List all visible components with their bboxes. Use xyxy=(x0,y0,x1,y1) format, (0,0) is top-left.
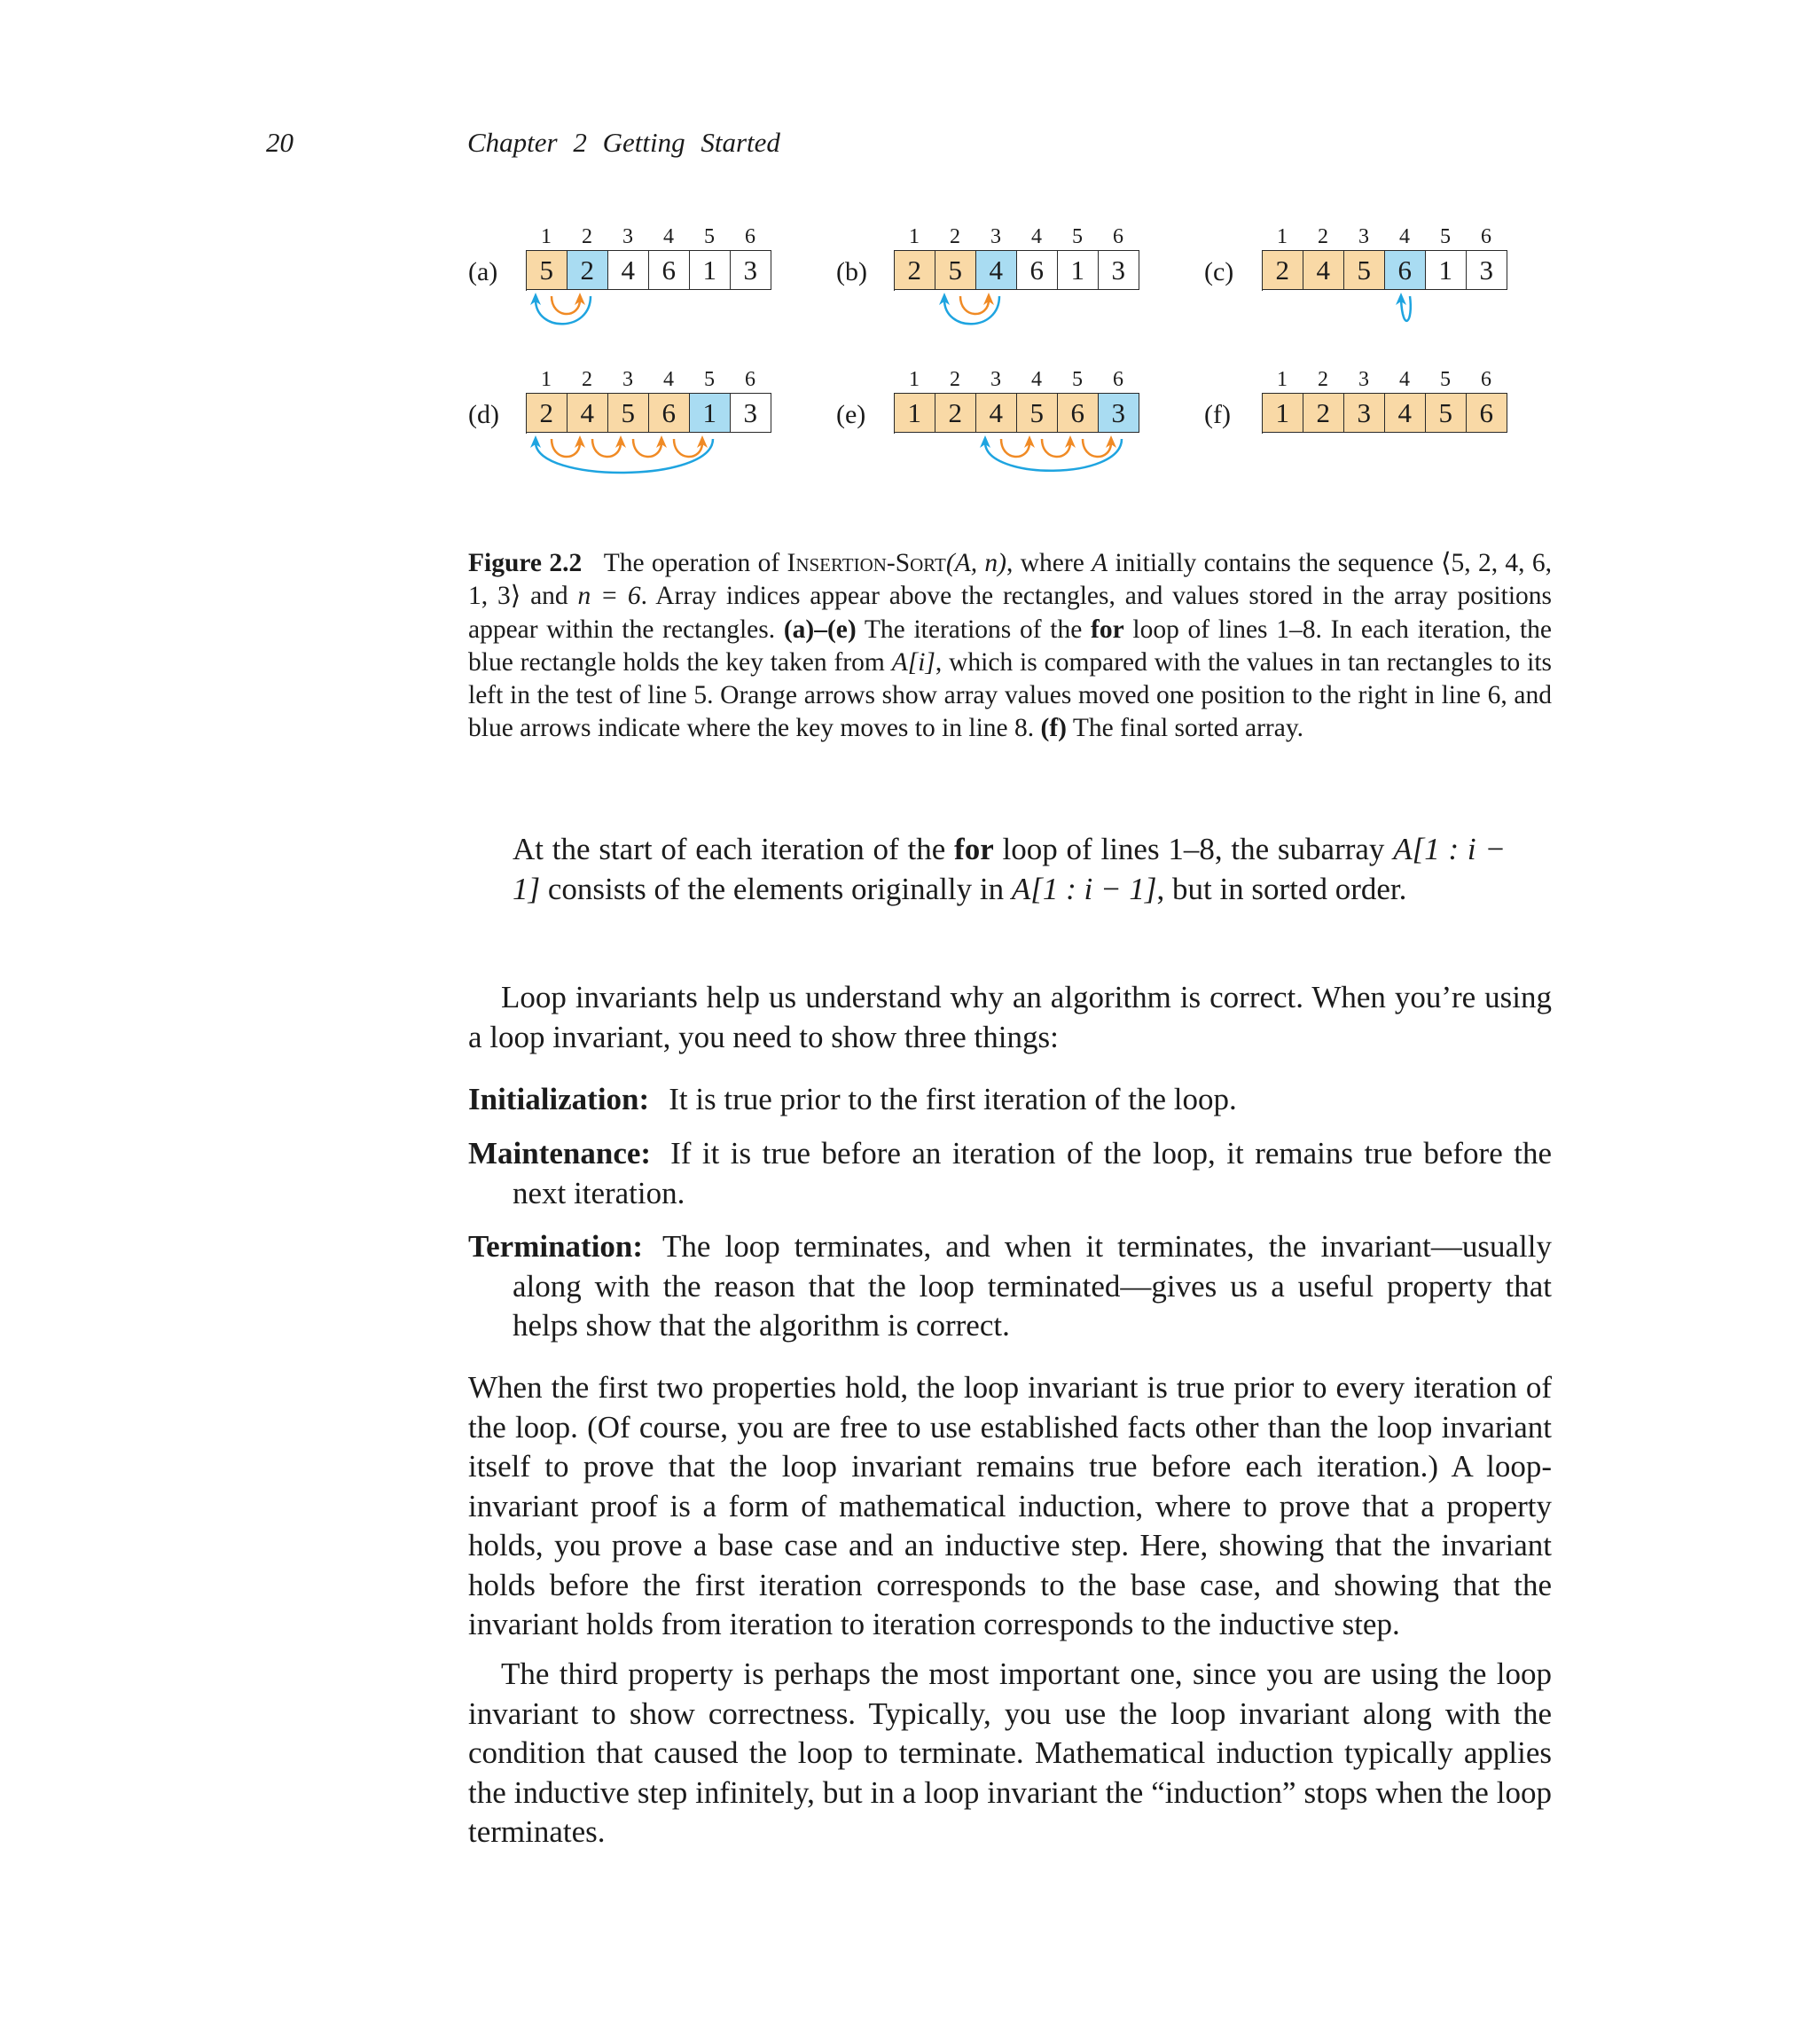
panel-e xyxy=(836,364,1155,506)
caption-text-4: and xyxy=(530,582,568,611)
invariant-subarray-1: A[1 : i − 1] xyxy=(513,832,1507,906)
caption-a-i: A[i] xyxy=(891,647,935,677)
array-index: 1 xyxy=(541,368,552,391)
panel-d xyxy=(468,364,787,506)
caption-text-1: The operation of xyxy=(603,549,780,577)
array-cell: 2 xyxy=(527,393,568,433)
caption-for-keyword: for xyxy=(1091,615,1124,644)
array-cell: 3 xyxy=(1344,393,1385,433)
definition-termination xyxy=(468,1227,1552,1346)
paragraph-third-property: The third property is perhaps the most important one, since you are using the loop invariant to show correctness. Typically, you use the loop invariant along with the condition that caused the loop to terminate. Mathematical induction typically applies the inductive step infinitely, but in a loop invariant the “induction” stops when the loop terminates. xyxy=(468,1656,1552,1849)
definition-initialization xyxy=(468,1080,1552,1120)
array-index: 6 xyxy=(1481,225,1491,248)
array-cell: 5 xyxy=(1426,393,1467,433)
array-index: 1 xyxy=(1277,225,1288,248)
orange-shift-arrow xyxy=(592,439,621,457)
array-cell: 3 xyxy=(1099,393,1139,433)
invariant-text-3: consists of the elements originally in xyxy=(547,871,1005,906)
array-cell: 1 xyxy=(690,393,731,433)
invariant-text-4: , but in sorted order. xyxy=(1156,871,1407,906)
orange-shift-arrow xyxy=(552,439,580,457)
caption-text-9: The final sorted array. xyxy=(1072,714,1304,743)
array-index: 1 xyxy=(909,225,920,248)
array-index: 6 xyxy=(1113,225,1123,248)
caption-n-equals: n = 6 xyxy=(577,582,641,611)
array-cell: 2 xyxy=(1303,393,1344,433)
array-index: 6 xyxy=(1481,368,1491,391)
definition-term: Initialization: xyxy=(468,1082,650,1116)
caption-f-label: (f) xyxy=(1040,714,1068,743)
array-cell: 2 xyxy=(895,250,935,290)
array-cell: 1 xyxy=(1263,393,1303,433)
panel-label: (c) xyxy=(1204,257,1234,286)
array-cell: 6 xyxy=(1017,250,1058,290)
panel-label: (a) xyxy=(468,257,498,286)
loop-invariant-statement xyxy=(513,830,1506,909)
page-number: 20 xyxy=(266,127,294,158)
array-cell: 5 xyxy=(1017,393,1058,433)
caption-text-5: . Array indices appear above the rectangles, and values stored in the array positions appear within the rectangles. xyxy=(468,582,1553,644)
definition-term: Termination: xyxy=(468,1229,644,1264)
array-cell: 4 xyxy=(976,250,1017,290)
array-cells xyxy=(526,250,771,291)
array-index: 1 xyxy=(909,368,920,391)
array-cell: 3 xyxy=(731,250,771,290)
array-index: 5 xyxy=(1072,225,1083,248)
caption-text-8: , which is compared with the values in tan rectangles to its left in the test of line 5. Orange arrows show array values moved one position to the right in line 6, and blue arrows indicate where the key moves to in line 8. xyxy=(468,647,1552,743)
array-cell: 4 xyxy=(608,250,649,290)
caption-algorithm-name: Insertion-Sort xyxy=(787,549,946,577)
caption-text-7: loop of lines 1–8. In each iteration, the blue rectangle holds the key taken from xyxy=(468,615,1553,677)
panel-label: (d) xyxy=(468,400,499,429)
array-index: 3 xyxy=(990,225,1001,248)
array-cell: 5 xyxy=(1344,250,1385,290)
panel-a xyxy=(468,222,787,364)
array-index: 1 xyxy=(541,225,552,248)
orange-shift-arrow xyxy=(552,296,580,314)
panel-f xyxy=(1204,364,1523,506)
array-index: 4 xyxy=(1031,368,1042,391)
array-index: 4 xyxy=(663,368,674,391)
caption-ae-label: (a)–(e) xyxy=(783,615,857,644)
caption-text-3: initially contains the sequence xyxy=(1115,549,1434,577)
array-index: 1 xyxy=(1277,368,1288,391)
caption-var-a: A xyxy=(1092,549,1108,577)
array-cell: 1 xyxy=(1058,250,1099,290)
caption-sequence: ⟨5, 2, 4, 6, 1, 3⟩ xyxy=(468,549,1553,611)
invariant-for-keyword: for xyxy=(954,832,994,866)
array-cell: 2 xyxy=(935,393,976,433)
array-index: 6 xyxy=(745,225,755,248)
caption-text-6: The iterations of the xyxy=(864,615,1083,644)
blue-key-arrow xyxy=(985,439,1122,471)
array-index: 3 xyxy=(990,368,1001,391)
array-index: 3 xyxy=(622,368,633,391)
array-index: 2 xyxy=(582,225,592,248)
array-cell: 5 xyxy=(935,250,976,290)
array-index: 4 xyxy=(1399,225,1410,248)
array-cell: 2 xyxy=(568,250,608,290)
figure-2-2 xyxy=(0,0,1816,497)
caption-args: (A, n) xyxy=(945,549,1007,577)
array-cell: 4 xyxy=(568,393,608,433)
array-cell: 6 xyxy=(649,393,690,433)
array-cells xyxy=(894,393,1139,434)
figure-caption xyxy=(468,547,1552,746)
panel-label: (f) xyxy=(1204,400,1231,429)
array-index: 3 xyxy=(1358,225,1369,248)
definition-text: It is true prior to the first iteration of the loop. xyxy=(669,1082,1237,1116)
move-arrows xyxy=(526,435,792,506)
paragraph-intro: Loop invariants help us understand why an algorithm is correct. When you’re using a loop invariant, you need to show three things: xyxy=(468,980,1552,1054)
array-index: 2 xyxy=(950,225,960,248)
array-index: 6 xyxy=(745,368,755,391)
array-cell: 5 xyxy=(608,393,649,433)
array-index: 2 xyxy=(1318,368,1328,391)
array-cell: 3 xyxy=(731,393,771,433)
running-header: Chapter 2 Getting Started xyxy=(467,127,780,158)
panel-b xyxy=(836,222,1155,364)
orange-shift-arrow xyxy=(633,439,661,457)
panel-label: (b) xyxy=(836,257,867,286)
array-cell: 4 xyxy=(1385,393,1426,433)
array-index: 3 xyxy=(622,225,633,248)
array-index: 2 xyxy=(950,368,960,391)
array-index: 2 xyxy=(582,368,592,391)
array-cell: 6 xyxy=(649,250,690,290)
move-arrows xyxy=(894,435,1160,506)
array-cell: 1 xyxy=(1426,250,1467,290)
array-cells xyxy=(894,250,1139,291)
invariant-text-1: At the start of each iteration of the xyxy=(513,832,946,866)
array-cell: 1 xyxy=(690,250,731,290)
array-cell: 4 xyxy=(976,393,1017,433)
array-index: 4 xyxy=(663,225,674,248)
definition-text: The loop terminates, and when it terminates, the invariant—usually along with the reason that the loop terminated—gives us a useful property that helps show that the algorithm is correct. xyxy=(513,1229,1552,1343)
orange-shift-arrow xyxy=(1001,439,1029,457)
caption-text-2: , where xyxy=(1006,549,1084,577)
array-cell: 5 xyxy=(527,250,568,290)
orange-shift-arrow xyxy=(960,296,989,314)
invariant-subarray-2: A[1 : i − 1] xyxy=(1011,871,1157,906)
array-index: 5 xyxy=(1440,225,1451,248)
array-cells xyxy=(526,393,771,434)
definition-text: If it is true before an iteration of the loop, it remains true before the next iteration. xyxy=(513,1136,1552,1210)
array-cell: 4 xyxy=(1303,250,1344,290)
invariant-text-2: loop of lines 1–8, the subarray xyxy=(1002,832,1385,866)
panel-label: (e) xyxy=(836,400,866,429)
array-cell: 1 xyxy=(895,393,935,433)
array-index: 5 xyxy=(704,368,715,391)
array-cells xyxy=(1262,393,1507,434)
panel-c xyxy=(1204,222,1523,364)
definition-term: Maintenance: xyxy=(468,1136,652,1171)
array-index: 4 xyxy=(1031,225,1042,248)
move-arrows xyxy=(526,293,792,364)
array-cell: 6 xyxy=(1385,250,1426,290)
definition-maintenance xyxy=(468,1134,1552,1213)
orange-shift-arrow xyxy=(1042,439,1070,457)
array-index: 5 xyxy=(1440,368,1451,391)
array-cells xyxy=(1262,250,1507,291)
array-cell: 3 xyxy=(1467,250,1507,290)
array-cell: 6 xyxy=(1058,393,1099,433)
orange-shift-arrow xyxy=(1083,439,1111,457)
move-arrows xyxy=(894,293,1160,364)
caption-label: Figure 2.2 xyxy=(468,549,583,577)
array-index: 4 xyxy=(1399,368,1410,391)
array-index: 5 xyxy=(1072,368,1083,391)
array-cell: 3 xyxy=(1099,250,1139,290)
array-cell: 6 xyxy=(1467,393,1507,433)
orange-shift-arrow xyxy=(674,439,702,457)
array-cell: 2 xyxy=(1263,250,1303,290)
move-arrows xyxy=(1262,293,1528,364)
array-index: 2 xyxy=(1318,225,1328,248)
array-index: 5 xyxy=(704,225,715,248)
paragraph-properties: When the first two properties hold, the loop invariant is true prior to every iteration of the loop. (Of course, you are free to use established facts other than the loop invariant itself to prove that the loop invariant remains true before each iteration.) A loop-invariant proof is a form of mathematical induction, where to prove that a property holds, you prove a base case and an inductive step. Here, showing that the invariant holds before the first iteration corresponds to the base case, and showing that the invariant holds from iteration to iteration corresponds to the inductive step. xyxy=(468,1370,1552,1641)
array-index: 3 xyxy=(1358,368,1369,391)
array-index: 6 xyxy=(1113,368,1123,391)
